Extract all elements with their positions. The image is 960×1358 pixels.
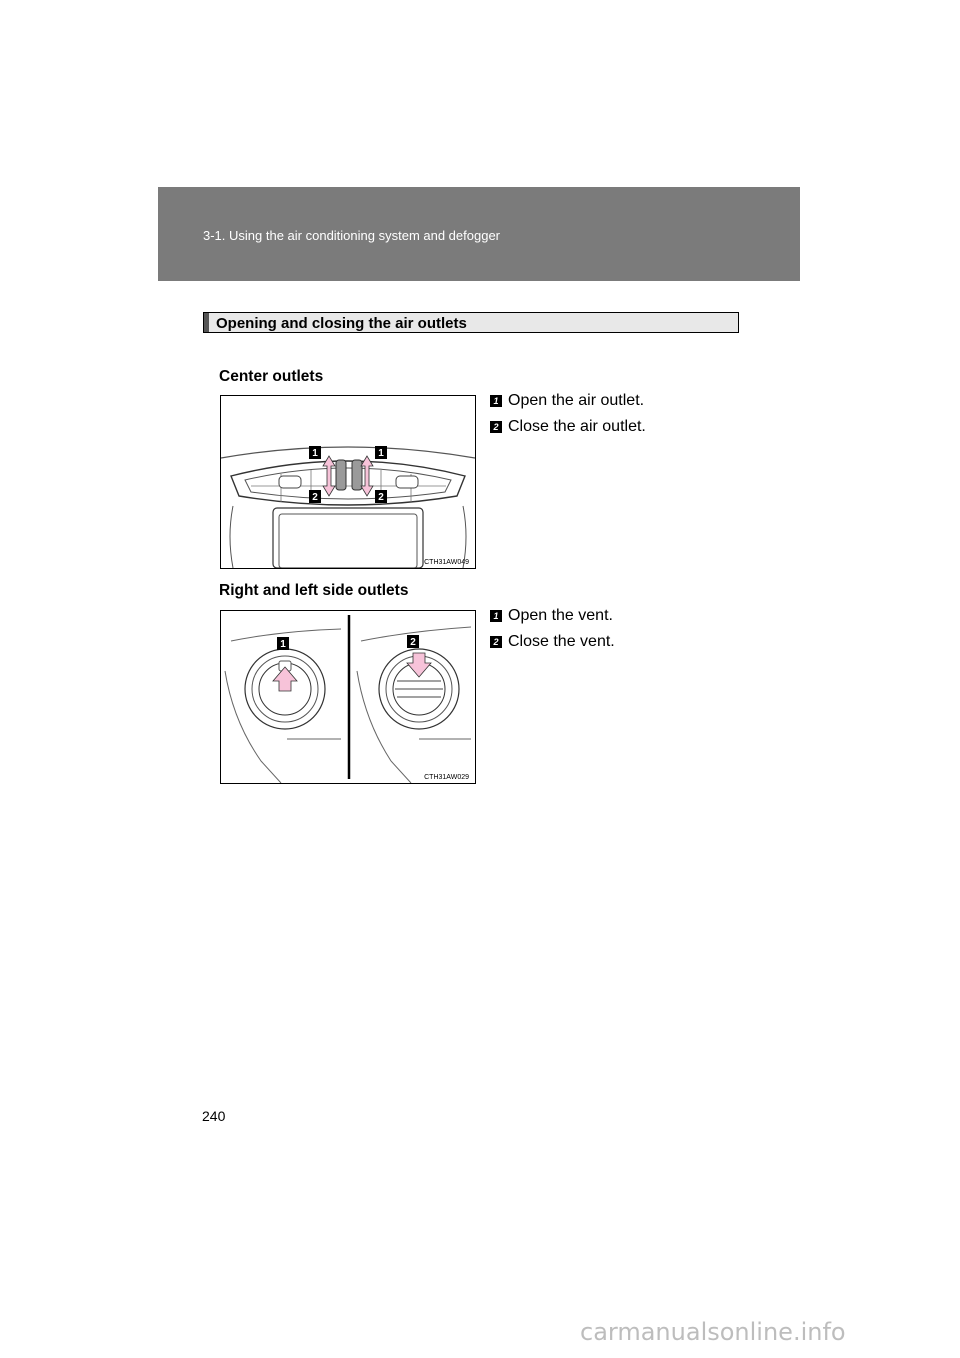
svg-text:1: 1	[312, 448, 318, 459]
side-outlets-figure	[220, 610, 476, 784]
center-step-1	[490, 392, 644, 410]
step-number: 1	[490, 610, 502, 622]
svg-text:2: 2	[410, 637, 416, 648]
side-vent-illustration	[221, 611, 475, 783]
center-outlets-heading: Center outlets	[219, 368, 324, 385]
section-title-bar	[203, 312, 739, 333]
section-title: Opening and closing the air outlets	[216, 315, 467, 332]
step-text: Open the vent.	[508, 607, 613, 624]
step-text: Close the air outlet.	[508, 418, 646, 435]
footer-watermark-url[interactable]: carmanualsonline.info	[580, 1318, 846, 1346]
step-text: Open the air outlet.	[508, 392, 645, 409]
chapter-title: 3-1. Using the air conditioning system and defogger	[203, 228, 501, 243]
center-step-2	[490, 418, 646, 436]
center-vent-illustration	[221, 396, 475, 568]
side-outlets-heading: Right and left side outlets	[219, 582, 409, 599]
svg-text:2: 2	[378, 492, 384, 503]
step-number: 1	[490, 395, 502, 407]
center-figure-code: CTH31AW049	[424, 559, 469, 566]
step-text: Close the vent.	[508, 633, 615, 650]
side-figure-code: CTH31AW029	[424, 774, 469, 781]
side-step-2	[490, 633, 615, 651]
page-number: 240	[202, 1108, 226, 1124]
section-accent	[204, 313, 209, 332]
svg-text:1: 1	[378, 448, 384, 459]
side-step-1	[490, 607, 613, 625]
center-outlets-figure	[220, 395, 476, 569]
step-number: 2	[490, 421, 502, 433]
step-number: 2	[490, 636, 502, 648]
svg-text:1: 1	[280, 639, 286, 650]
svg-text:2: 2	[312, 492, 318, 503]
